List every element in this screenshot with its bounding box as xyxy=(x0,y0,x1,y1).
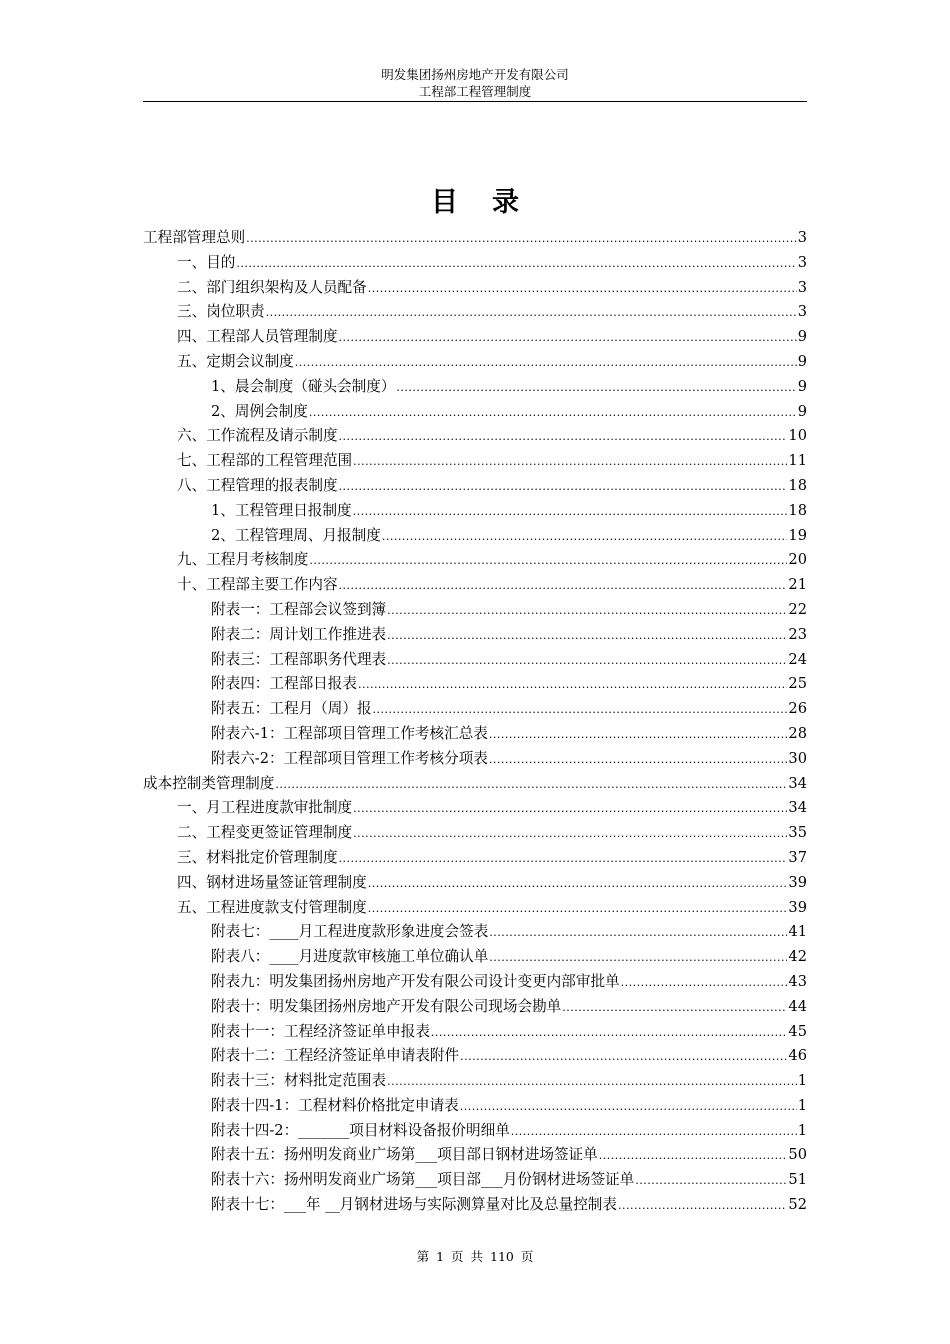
toc-entry[interactable] xyxy=(143,573,807,598)
toc-entry[interactable] xyxy=(143,1168,807,1193)
toc-entry-page-number: 44 xyxy=(788,997,807,1015)
toc-entry-title: 五、工程进度款支付管理制度 xyxy=(177,898,367,916)
toc-dot-leader xyxy=(309,400,797,425)
toc-dot-leader xyxy=(387,1069,797,1094)
toc-entry-page-number: 35 xyxy=(788,824,807,842)
toc-entry-page-number: 11 xyxy=(788,452,807,470)
toc-dot-leader xyxy=(339,325,797,350)
toc-dot-leader xyxy=(309,548,787,573)
toc-entry-page-number: 18 xyxy=(788,476,807,494)
toc-dot-leader xyxy=(353,821,787,846)
toc-entry-page-number: 20 xyxy=(788,551,807,569)
toc-entry-title: 七、工程部的工程管理范围 xyxy=(177,452,353,470)
toc-entry-title: 1、晨会制度（碰头会制度） xyxy=(211,377,396,395)
toc-entry[interactable] xyxy=(143,375,807,400)
toc-entry[interactable] xyxy=(143,697,807,722)
toc-entry-page-number: 25 xyxy=(788,675,807,693)
toc-entry-title: 五、定期会议制度 xyxy=(177,352,294,370)
toc-entry-title: 附表一：工程部会议签到簿 xyxy=(211,600,387,618)
toc-entry[interactable] xyxy=(143,1020,807,1045)
toc-entry[interactable] xyxy=(143,722,807,747)
toc-entry[interactable] xyxy=(143,623,807,648)
toc-entry-title: 2、工程管理周、月报制度 xyxy=(211,526,381,544)
toc-entry-title: 附表八：____月进度款审核施工单位确认单 xyxy=(211,948,489,966)
toc-dot-leader xyxy=(353,449,787,474)
toc-entry-page-number: 21 xyxy=(788,576,807,594)
toc-entry-page-number: 3 xyxy=(797,278,807,296)
toc-dot-leader xyxy=(489,722,788,747)
toc-entry-page-number: 23 xyxy=(788,625,807,643)
toc-entry[interactable] xyxy=(143,871,807,896)
toc-entry[interactable] xyxy=(143,350,807,375)
toc-dot-leader xyxy=(236,251,796,276)
toc-entry-title: 附表十三：材料批定范围表 xyxy=(211,1072,387,1090)
toc-entry-title: 附表十五：扬州明发商业广场第___项目部日钢材进场签证单 xyxy=(211,1146,598,1164)
toc-entry-title: 附表五：工程月（周）报 xyxy=(211,700,372,718)
toc-dot-leader xyxy=(396,375,796,400)
toc-entry[interactable] xyxy=(143,648,807,673)
toc-entry-title: 八、工程管理的报表制度 xyxy=(177,476,338,494)
toc-dot-leader xyxy=(358,672,787,697)
toc-dot-leader xyxy=(246,226,797,251)
toc-entry[interactable] xyxy=(143,796,807,821)
toc-entry[interactable] xyxy=(143,499,807,524)
toc-dot-leader xyxy=(621,970,788,995)
toc-entry-title: 一、月工程进度款审批制度 xyxy=(177,799,353,817)
toc-dot-leader xyxy=(382,524,788,549)
toc-entry[interactable] xyxy=(143,672,807,697)
toc-dot-leader xyxy=(489,920,787,945)
toc-dot-leader xyxy=(460,1094,797,1119)
toc-dot-leader xyxy=(387,648,787,673)
toc-entry-title: 三、材料批定价管理制度 xyxy=(177,848,338,866)
toc-entry[interactable] xyxy=(143,747,807,772)
toc-dot-leader xyxy=(339,846,788,871)
toc-entry-page-number: 52 xyxy=(788,1196,807,1214)
toc-entry[interactable] xyxy=(143,300,807,325)
toc-dot-leader xyxy=(562,995,787,1020)
toc-entry[interactable] xyxy=(143,920,807,945)
toc-entry-page-number: 9 xyxy=(797,402,807,420)
toc-entry[interactable] xyxy=(143,251,807,276)
page-title: 目录 xyxy=(431,187,553,218)
toc-dot-leader xyxy=(339,573,788,598)
toc-entry[interactable] xyxy=(143,524,807,549)
toc-entry[interactable] xyxy=(143,1193,807,1218)
toc-dot-leader xyxy=(489,945,787,970)
toc-entry[interactable] xyxy=(143,896,807,921)
toc-dot-leader xyxy=(373,697,788,722)
toc-dot-leader xyxy=(460,1044,787,1069)
toc-entry-page-number: 43 xyxy=(788,972,807,990)
toc-entry-page-number: 19 xyxy=(788,526,807,544)
toc-entry[interactable] xyxy=(143,995,807,1020)
toc-entry-page-number: 41 xyxy=(788,923,807,941)
toc-entry[interactable] xyxy=(143,970,807,995)
toc-entry-title: 六、工作流程及请示制度 xyxy=(177,427,338,445)
toc-entry-title: 附表九：明发集团扬州房地产开发有限公司设计变更内部审批单 xyxy=(211,972,620,990)
toc-entry-page-number: 24 xyxy=(788,650,807,668)
toc-entry-page-number: 26 xyxy=(788,700,807,718)
toc-entry-title: 二、部门组织架构及人员配备 xyxy=(177,278,367,296)
toc-entry-title: 二、工程变更签证管理制度 xyxy=(177,824,353,842)
toc-dot-leader xyxy=(489,747,788,772)
toc-entry-title: 成本控制类管理制度 xyxy=(143,774,275,792)
toc-entry-page-number: 51 xyxy=(788,1171,807,1189)
toc-entry-title: 九、工程月考核制度 xyxy=(177,551,309,569)
toc-entry-title: 2、周例会制度 xyxy=(211,402,308,420)
toc-entry[interactable] xyxy=(143,598,807,623)
toc-dot-leader xyxy=(353,796,787,821)
page-footer: 第 1 页 共 110 页 xyxy=(416,1249,534,1264)
toc-entry[interactable] xyxy=(143,1044,807,1069)
toc-entry-title: 附表十四-2：_______项目材料设备报价明细单 xyxy=(211,1121,510,1139)
toc-dot-leader xyxy=(368,896,788,921)
toc-entry[interactable] xyxy=(143,1069,807,1094)
toc-entry-page-number: 10 xyxy=(788,427,807,445)
toc-entry-page-number: 3 xyxy=(797,229,807,246)
toc-dot-leader xyxy=(387,623,787,648)
toc-entry[interactable] xyxy=(143,1119,807,1144)
toc-dot-leader xyxy=(511,1119,797,1144)
toc-entry[interactable] xyxy=(143,945,807,970)
company-name: 明发集团扬州房地产开发有限公司 xyxy=(381,67,569,82)
toc-entry-title: 附表六-2：工程部项目管理工作考核分项表 xyxy=(211,749,488,767)
toc-entry-page-number: 22 xyxy=(788,600,807,618)
toc-entry-page-number: 34 xyxy=(788,774,807,792)
toc-dot-leader xyxy=(368,871,788,896)
toc-entry-page-number: 42 xyxy=(788,948,807,966)
toc-entry-page-number: 45 xyxy=(788,1022,807,1040)
toc-dot-leader xyxy=(339,424,788,449)
toc-entry-page-number: 9 xyxy=(797,328,807,346)
toc-entry-page-number: 30 xyxy=(788,749,807,767)
toc-entry[interactable] xyxy=(143,400,807,425)
toc-entry-title: 附表十二：工程经济签证单申请表附件 xyxy=(211,1047,460,1065)
toc-entry-page-number: 34 xyxy=(788,799,807,817)
toc-dot-leader xyxy=(266,300,797,325)
toc-entry[interactable] xyxy=(143,548,807,573)
toc-entry-title: 附表十：明发集团扬州房地产开发有限公司现场会勘单 xyxy=(211,997,562,1015)
toc-entry-page-number: 3 xyxy=(797,303,807,321)
toc-entry-page-number: 9 xyxy=(797,352,807,370)
toc-entry-title: 附表四：工程部日报表 xyxy=(211,675,357,693)
toc-entry-page-number: 39 xyxy=(788,873,807,891)
toc-entry-title: 1、工程管理日报制度 xyxy=(211,501,352,519)
toc-entry-title: 附表三：工程部职务代理表 xyxy=(211,650,387,668)
toc-entry-page-number: 1 xyxy=(797,1072,807,1090)
toc-dot-leader xyxy=(353,499,788,524)
toc-entry[interactable] xyxy=(143,449,807,474)
toc-entry[interactable] xyxy=(143,772,807,797)
toc-entry-title: 附表十七：___年 __月钢材进场与实际测算量对比及总量控制表 xyxy=(211,1196,617,1214)
toc-entry-title: 工程部管理总则 xyxy=(143,229,246,246)
toc-entry-page-number: 18 xyxy=(788,501,807,519)
toc-entry-title: 四、钢材进场量签证管理制度 xyxy=(177,873,367,891)
toc-entry-title: 附表二：周计划工作推进表 xyxy=(211,625,387,643)
toc-dot-leader xyxy=(339,474,788,499)
toc-entry[interactable] xyxy=(143,821,807,846)
toc-entry[interactable] xyxy=(143,226,807,251)
toc-entry[interactable] xyxy=(143,474,807,499)
toc-entry-title: 十、工程部主要工作内容 xyxy=(177,576,338,594)
toc-dot-leader xyxy=(635,1168,787,1193)
toc-entry-page-number: 50 xyxy=(788,1146,807,1164)
toc-entry-title: 附表十一：工程经济签证单申报表 xyxy=(211,1022,430,1040)
toc-entry-page-number: 1 xyxy=(797,1096,807,1114)
header-divider xyxy=(143,101,807,102)
document-name: 工程部工程管理制度 xyxy=(418,84,532,99)
toc-entry-title: 附表七：____月工程进度款形象进度会签表 xyxy=(211,923,489,941)
table-of-contents xyxy=(143,226,807,1218)
toc-entry-title: 附表六-1：工程部项目管理工作考核汇总表 xyxy=(211,724,488,742)
toc-entry-page-number: 28 xyxy=(788,724,807,742)
toc-entry[interactable] xyxy=(143,1143,807,1168)
toc-entry-page-number: 39 xyxy=(788,898,807,916)
toc-entry-page-number: 46 xyxy=(788,1047,807,1065)
toc-entry[interactable] xyxy=(143,424,807,449)
toc-dot-leader xyxy=(295,350,797,375)
toc-entry[interactable] xyxy=(143,276,807,301)
toc-dot-leader xyxy=(275,772,787,797)
toc-entry-title: 附表十六：扬州明发商业广场第___项目部___月份钢材进场签证单 xyxy=(211,1171,635,1189)
toc-dot-leader xyxy=(431,1020,788,1045)
toc-dot-leader xyxy=(387,598,787,623)
toc-entry[interactable] xyxy=(143,846,807,871)
toc-entry-page-number: 3 xyxy=(797,253,807,271)
toc-dot-leader xyxy=(599,1143,788,1168)
toc-entry-title: 附表十四-1：工程材料价格批定申请表 xyxy=(211,1096,459,1114)
toc-entry-page-number: 1 xyxy=(797,1121,807,1139)
toc-dot-leader xyxy=(618,1193,787,1218)
toc-dot-leader xyxy=(368,276,797,301)
toc-entry[interactable] xyxy=(143,1094,807,1119)
toc-entry[interactable] xyxy=(143,325,807,350)
toc-entry-title: 一、目的 xyxy=(177,253,236,271)
page-header xyxy=(143,66,807,100)
toc-entry-title: 三、岗位职责 xyxy=(177,303,265,321)
toc-entry-page-number: 9 xyxy=(797,377,807,395)
toc-entry-page-number: 37 xyxy=(788,848,807,866)
toc-entry-title: 四、工程部人员管理制度 xyxy=(177,328,338,346)
